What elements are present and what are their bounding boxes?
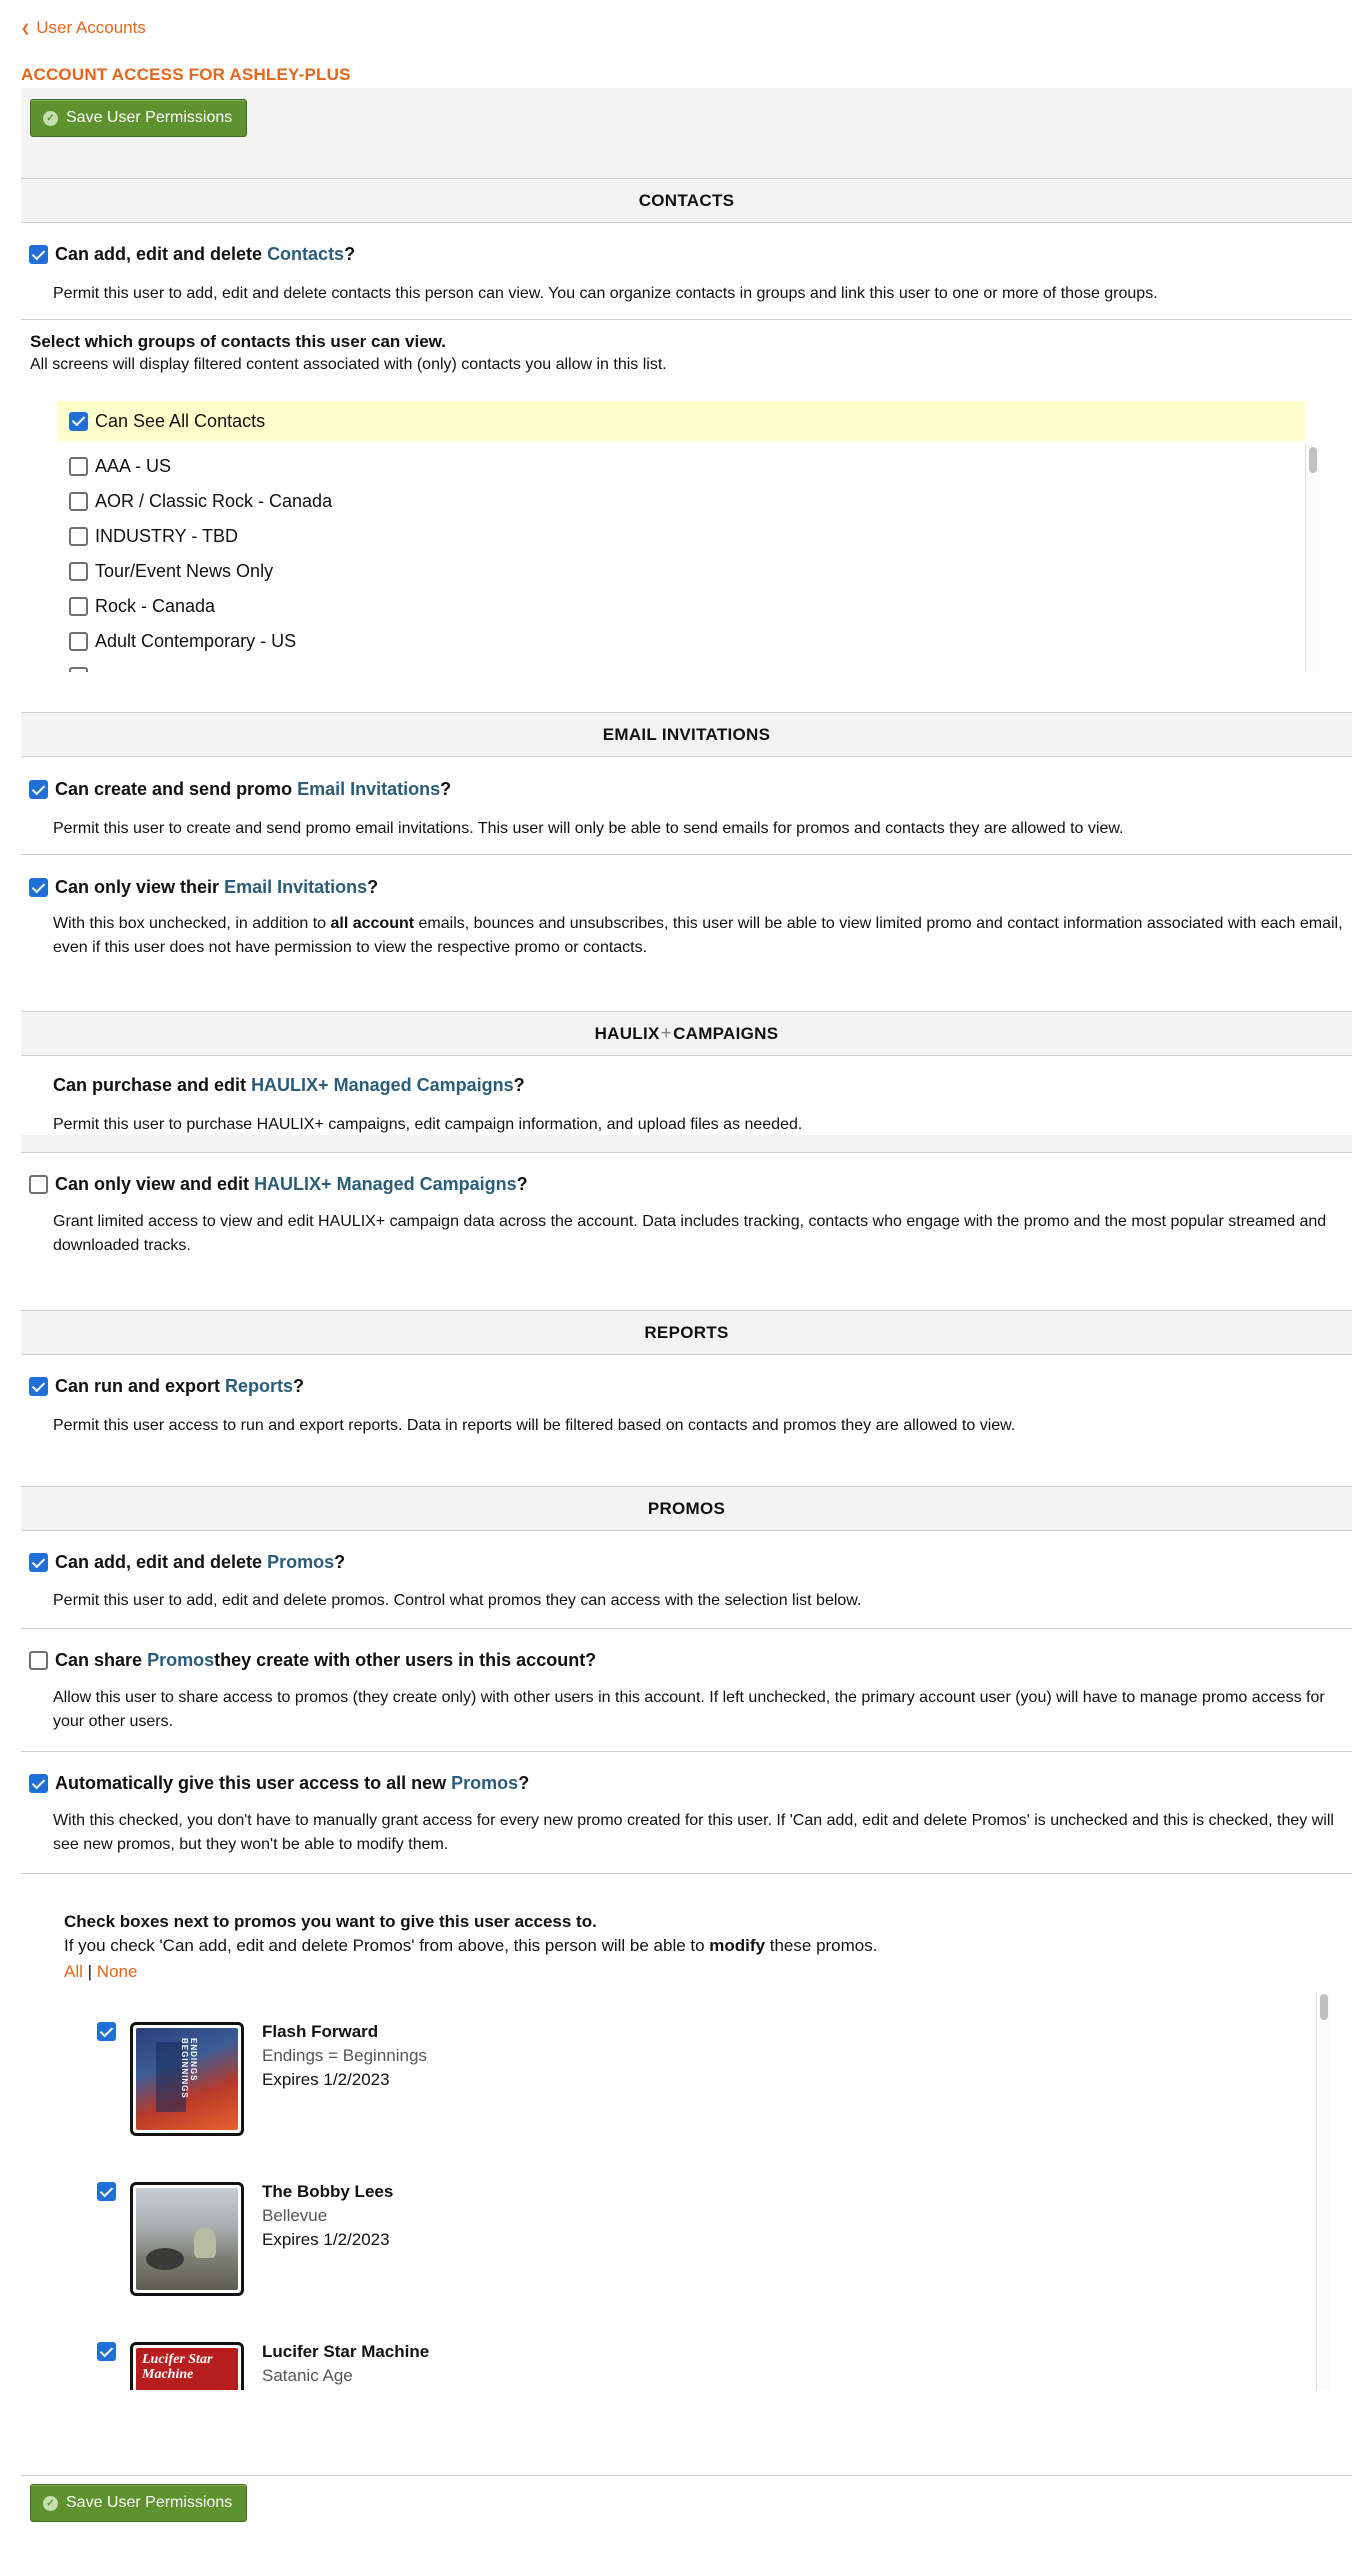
perm-email-view-question [29, 877, 378, 898]
promo-artwork [130, 2182, 244, 2296]
section-header-promos: PROMOS [21, 1486, 1352, 1531]
contacts-link[interactable]: Contacts [267, 244, 345, 264]
perm-email-send-checkbox[interactable] [29, 780, 48, 799]
divider [21, 319, 1352, 320]
perm-promos-share-checkbox[interactable] [29, 1651, 48, 1670]
question-suffix: they create with other users in this account? [214, 1650, 597, 1670]
promo-subtitle: Satanic Age [262, 2366, 353, 2385]
perm-haulix-view-question [29, 1174, 528, 1195]
save-permissions-button-bottom[interactable] [30, 2484, 247, 2522]
question-text: Can create and send promo [55, 779, 293, 799]
group-label: Tour/Event News Only [95, 561, 274, 581]
email-invitations-link[interactable]: Email Invitations [297, 779, 441, 799]
perm-haulix-purchase-question [53, 1075, 525, 1096]
page-title: ACCOUNT ACCESS FOR ASHLEY-PLUS [21, 65, 351, 84]
can-see-all-contacts-label: Can See All Contacts [95, 410, 266, 431]
promo-title: Lucifer Star Machine [262, 2342, 430, 2361]
perm-haulix-purchase-desc: Permit this user to purchase HAULIX+ campaigns, edit campaign information, and upload files as needed. [53, 1116, 803, 1133]
list-item[interactable] [57, 519, 1320, 554]
list-item[interactable] [57, 449, 1320, 484]
haulix-campaigns-link[interactable]: HAULIX+ Managed Campaigns [254, 1174, 517, 1194]
promo-select-subtitle [64, 1936, 877, 1956]
question-suffix: ? [518, 1773, 530, 1793]
perm-reports-checkbox[interactable] [29, 1377, 48, 1396]
group-checkbox[interactable] [69, 667, 88, 672]
group-label: AOR / Classic Rock - Canada [95, 491, 333, 511]
question-suffix: ? [516, 1174, 528, 1194]
perm-email-view-checkbox[interactable] [29, 878, 48, 897]
question-suffix: ? [344, 244, 356, 264]
section-header-email-invitations: EMAIL INVITATIONS [21, 712, 1352, 757]
haulix-campaigns-link[interactable]: HAULIX+ Managed Campaigns [251, 1075, 514, 1095]
promos-link[interactable]: Promos [267, 1552, 335, 1572]
header-text: HAULIX [594, 1023, 660, 1043]
select-all-none [64, 1962, 137, 1982]
promos-link[interactable]: Promos [147, 1650, 215, 1670]
group-label: Rock - Canada [95, 596, 216, 616]
list-item[interactable] [81, 2152, 1301, 2312]
question-text: Can add, edit and delete [55, 244, 263, 264]
divider [21, 2475, 1352, 2476]
list-item[interactable] [57, 484, 1320, 519]
divider [21, 1135, 1352, 1153]
toolbar [21, 88, 1352, 178]
question-suffix: ? [513, 1075, 525, 1095]
desc-part: With this box unchecked, in addition to [53, 915, 331, 932]
perm-haulix-view-checkbox[interactable] [29, 1175, 48, 1194]
question-suffix: ? [334, 1552, 346, 1572]
artwork-text: Lucifer Star Machine [142, 2352, 213, 2382]
select-all-link[interactable]: All [64, 1962, 83, 1981]
group-checkbox[interactable] [69, 492, 88, 511]
perm-email-view-desc [53, 912, 1343, 960]
question-text: Can purchase and edit [53, 1075, 247, 1095]
subtitle-bold: modify [709, 1936, 766, 1955]
list-item[interactable] [81, 2312, 1301, 2390]
email-invitations-link[interactable]: Email Invitations [224, 877, 368, 897]
subtitle-part: If you check 'Can add, edit and delete Promos' from above, this person will be able to [64, 1936, 710, 1955]
perm-contacts-checkbox[interactable] [29, 245, 48, 264]
question-suffix: ? [293, 1376, 305, 1396]
group-label: Adult Contemporary - US [95, 631, 297, 651]
perm-promos-share-desc: Allow this user to share access to promos (they create only) with other users in this account. If left unchecked, the primary account user (you) will have to manage promo access for your other users. [53, 1689, 1325, 1730]
groups-title: Select which groups of contacts this user can view. [30, 332, 446, 351]
promo-artwork [130, 2342, 244, 2390]
promo-expiry: Expires 1/2/2023 [262, 2230, 390, 2249]
reports-link[interactable]: Reports [225, 1376, 294, 1396]
perm-promos-edit-desc: Permit this user to add, edit and delete promos. Control what promos they can access with the selection list below. [53, 1592, 862, 1609]
subtitle-part: these promos. [765, 1936, 878, 1955]
question-suffix: ? [367, 877, 379, 897]
perm-email-send-question [29, 779, 451, 800]
separator: | [87, 1962, 93, 1981]
divider [21, 1751, 1352, 1752]
divider [21, 854, 1352, 855]
perm-reports-question [29, 1376, 304, 1397]
perm-promos-auto-desc: With this checked, you don't have to manually grant access for every new promo created for this user. If 'Can add, edit and delete Promos' is unchecked and this is checked, they will see new promos, but they won't be able to modify them. [53, 1812, 1334, 1853]
perm-contacts-question [29, 244, 355, 265]
check-circle-icon: ✓ [43, 111, 58, 126]
list-item[interactable] [57, 554, 1320, 589]
group-label: INDUSTRY - TBD [95, 526, 239, 546]
question-text: Can only view their [55, 877, 220, 897]
back-link[interactable] [21, 18, 146, 38]
perm-promos-share-question [29, 1650, 596, 1671]
select-none-link[interactable]: None [96, 1962, 138, 1981]
promo-checkbox[interactable] [97, 2022, 116, 2041]
check-circle-icon: ✓ [43, 2496, 58, 2511]
group-checkbox[interactable] [69, 597, 88, 616]
promo-select-title: Check boxes next to promos you want to give this user access to. [64, 1912, 597, 1931]
promo-subtitle: Endings = Beginnings [262, 2046, 427, 2065]
scrollbar-thumb[interactable] [1320, 1994, 1328, 2020]
group-checkbox[interactable] [69, 527, 88, 546]
group-checkbox[interactable] [69, 562, 88, 581]
perm-promos-auto-checkbox[interactable] [29, 1774, 48, 1793]
perm-promos-edit-checkbox[interactable] [29, 1553, 48, 1572]
promo-title: Flash Forward [262, 2022, 379, 2041]
promo-checkbox[interactable] [97, 2182, 116, 2201]
save-button-label: Save User Permissions [66, 2494, 233, 2511]
save-button-label: Save User Permissions [66, 109, 233, 126]
question-text: Can share [55, 1650, 143, 1670]
desc-part: emails, bounces and unsubscribes, this user will be able to view limited promo and contact information associated with each email, even if this user does not have permission to view the respective promo or contacts. [53, 915, 1343, 956]
list-item[interactable] [57, 624, 1320, 659]
perm-email-send-desc: Permit this user to create and send promo email invitations. This user will only be able to send emails for promos and contacts they are allowed to view. [53, 820, 1124, 837]
promo-title: The Bobby Lees [262, 2182, 394, 2201]
question-text: Can add, edit and delete [55, 1552, 263, 1572]
plus-icon: + [660, 1022, 673, 1044]
group-label: AAA - US [95, 456, 172, 476]
section-header-reports: REPORTS [21, 1310, 1352, 1355]
perm-contacts-desc: Permit this user to add, edit and delete contacts this person can view. You can organize contacts in groups and link this user to one or more of those groups. [53, 285, 1158, 302]
list-item[interactable] [81, 1992, 1301, 2152]
perm-promos-auto-question [29, 1773, 529, 1794]
perm-promos-edit-question [29, 1552, 345, 1573]
groups-subtitle: All screens will display filtered content associated with (only) contacts you allow in this list. [30, 356, 667, 373]
divider [21, 1873, 1352, 1874]
perm-reports-desc: Permit this user access to run and export reports. Data in reports will be filtered based on contacts and promos they are allowed to view. [53, 1417, 1016, 1434]
section-header-contacts: CONTACTS [21, 178, 1352, 223]
contact-groups-list[interactable] [57, 445, 1320, 672]
question-text: Can only view and edit [55, 1174, 250, 1194]
back-link-label: User Accounts [36, 18, 146, 37]
question-text: Automatically give this user access to all new [55, 1773, 447, 1793]
section-header-haulix-campaigns [21, 1011, 1352, 1056]
list-item[interactable] [57, 589, 1320, 624]
group-checkbox[interactable] [69, 457, 88, 476]
groups-scrollbar[interactable] [1305, 445, 1320, 672]
group-checkbox[interactable] [69, 632, 88, 651]
scrollbar-thumb[interactable] [1309, 447, 1317, 473]
promo-artwork [130, 2022, 244, 2136]
promo-subtitle: Bellevue [262, 2206, 328, 2225]
promo-scrollbar[interactable] [1316, 1992, 1331, 2390]
can-see-all-contacts-row[interactable] [57, 401, 1305, 441]
perm-haulix-view-desc: Grant limited access to view and edit HAULIX+ campaign data across the account. Data includes tracking, contacts who engage with the promo and the most popular streamed and downloaded tracks. [53, 1213, 1327, 1254]
divider [21, 1628, 1352, 1629]
header-text: CAMPAIGNS [673, 1023, 779, 1043]
list-item[interactable] [57, 659, 1320, 672]
chevron-left-icon: ❮ [21, 22, 31, 35]
promo-list[interactable] [81, 1992, 1331, 2390]
question-suffix: ? [440, 779, 452, 799]
desc-bold: all account [330, 915, 415, 932]
question-text: Can run and export [55, 1376, 221, 1396]
save-permissions-button-top[interactable] [30, 99, 247, 137]
can-see-all-contacts-checkbox[interactable] [69, 412, 88, 431]
promo-expiry: Expires 1/2/2023 [262, 2070, 390, 2089]
artwork-text: ENDINGS BEGINNINGS [180, 2038, 198, 2099]
promos-link[interactable]: Promos [451, 1773, 519, 1793]
perm-haulix-purchase [21, 1075, 1352, 1135]
promo-checkbox[interactable] [97, 2342, 116, 2361]
